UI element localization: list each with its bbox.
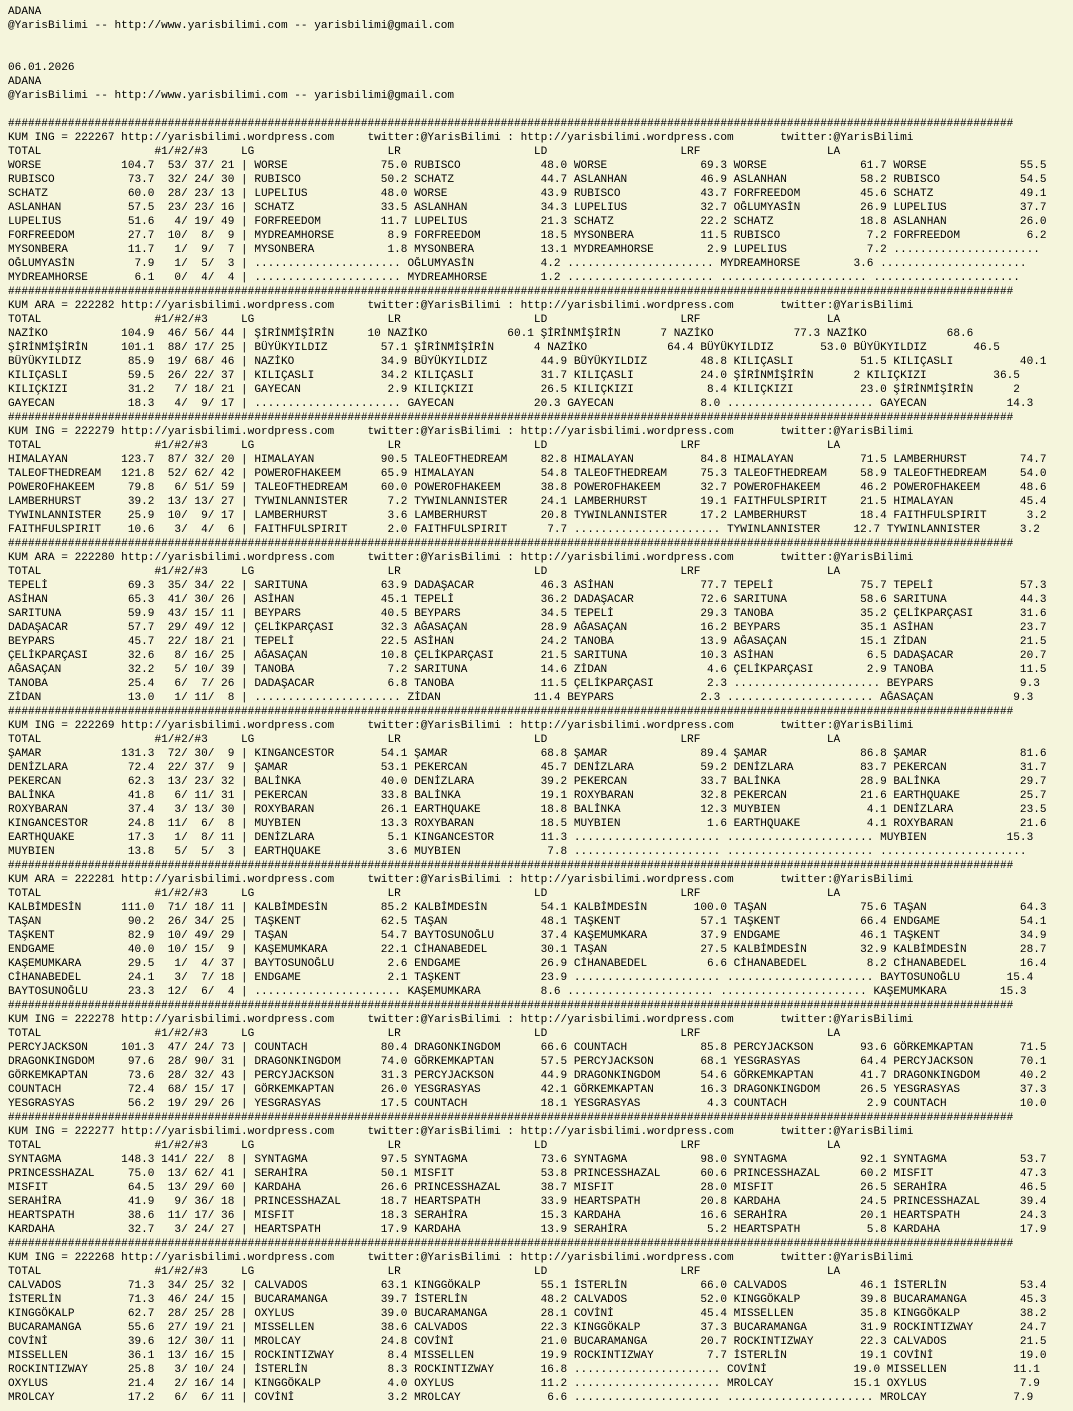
column-header: TOTAL #1/#2/#3 LG LR LD LRF LA <box>8 440 841 452</box>
table-row: ENDGAME 40.0 10/ 15/ 9 | KAŞEMUMKARA 22.1 CİHANABEDEL 30.1 TAŞAN 27.5 KALBİMDESİN 32.9 KALBİMDESİN 28.7 <box>8 944 1047 956</box>
column-header: TOTAL #1/#2/#3 LG LR LD LRF LA <box>8 1266 841 1278</box>
table-row: EARTHQUAKE 17.3 1/ 8/ 11 | DENİZLARA 5.1 KINGANCESTOR 11.3 ...................... ...................... MUYBIEN 15.3 <box>8 832 1034 844</box>
table-row: TAŞAN 90.2 26/ 34/ 25 | TAŞKENT 62.5 TAŞAN 48.1 TAŞKENT 57.1 TAŞKENT 66.4 ENDGAME 54.1 <box>8 916 1047 928</box>
table-row: TEPELİ 69.3 35/ 34/ 22 | SARITUNA 63.9 DADAŞACAR 46.3 ASİHAN 77.7 TEPELİ 75.7 TEPELİ 57.3 <box>8 580 1047 592</box>
page-header-line: ADANA <box>8 6 42 18</box>
section-divider: ####################################################################################################################################################### <box>8 118 1014 130</box>
table-row: ASİHAN 65.3 41/ 30/ 26 | ASİHAN 45.1 TEPELİ 36.2 DADAŞACAR 72.6 SARITUNA 58.6 SARITUNA 44.3 <box>8 594 1047 606</box>
table-row: GÖRKEMKAPTAN 73.6 28/ 32/ 43 | PERCYJACKSON 31.3 PERCYJACKSON 44.9 DRAGONKINGDOM 54.6 GÖRKEMKAPTAN 41.7 DRAGONKINGDOM 40.2 <box>8 1070 1047 1082</box>
table-row: KAŞEMUMKARA 29.5 1/ 4/ 37 | BAYTOSUNOĞLU 2.6 ENDGAME 26.9 CİHANABEDEL 6.6 CİHANABEDEL 8.2 CİHANABEDEL 16.4 <box>8 958 1047 970</box>
column-header: TOTAL #1/#2/#3 LG LR LD LRF LA <box>8 888 841 900</box>
table-row: SYNTAGMA 148.3 141/ 22/ 8 | SYNTAGMA 97.5 SYNTAGMA 73.6 SYNTAGMA 98.0 SYNTAGMA 92.1 SYNTAGMA 53.7 <box>8 1154 1047 1166</box>
blank-line <box>8 33 1073 47</box>
section-divider: ####################################################################################################################################################### <box>8 412 1014 424</box>
table-row: MYDREAMHORSE 6.1 0/ 4/ 4 | ...................... MYDREAMHORSE 1.2 ...................... ...................... ...................... <box>8 272 1020 284</box>
section-divider: ####################################################################################################################################################### <box>8 1238 1014 1250</box>
table-row: NAZİKO 104.9 46/ 56/ 44 | ŞİRİNMİŞİRİN 10 NAZİKO 60.1 ŞİRİNMİŞİRİN 7 NAZİKO 77.3 NAZİKO 68.6 <box>8 328 974 340</box>
page-header-line: 06.01.2026 <box>8 62 75 74</box>
table-row: COUNTACH 72.4 68/ 15/ 17 | GÖRKEMKAPTAN 26.0 YESGRASYAS 42.1 GÖRKEMKAPTAN 16.3 DRAGONKINGDOM 26.5 YESGRASYAS 37.3 <box>8 1084 1047 1096</box>
section-divider: ####################################################################################################################################################### <box>8 860 1014 872</box>
race-header: KUM ING = 222279 http://yarisbilimi.wordpress.com twitter:@YarisBilimi : http://yarisbilimi.wordpress.com twitter:@YarisBilimi <box>8 426 914 438</box>
table-row: TALEOFTHEDREAM 121.8 52/ 62/ 42 | POWEROFHAKEEM 65.9 HIMALAYAN 54.8 TALEOFTHEDREAM 75.3 TALEOFTHEDREAM 58.9 TALEOFTHEDREAM 54.0 <box>8 468 1047 480</box>
table-row: YESGRASYAS 56.2 19/ 29/ 26 | YESGRASYAS 17.5 COUNTACH 18.1 YESGRASYAS 4.3 COUNTACH 2.9 COUNTACH 10.0 <box>8 1098 1047 1110</box>
race-header: KUM ARA = 222281 http://yarisbilimi.wordpress.com twitter:@YarisBilimi : http://yarisbilimi.wordpress.com twitter:@YarisBilimi <box>8 874 914 886</box>
table-row: MISSELLEN 36.1 13/ 16/ 15 | ROCKINTIZWAY 8.4 MISSELLEN 19.9 ROCKINTIZWAY 7.7 İSTERLİN 19.1 COVİNİ 19.0 <box>8 1350 1047 1362</box>
table-row: OXYLUS 21.4 2/ 16/ 14 | KINGGÖKALP 4.0 OXYLUS 11.2 ...................... MROLCAY 15.1 OXYLUS 7.9 <box>8 1378 1040 1390</box>
table-row: MISFIT 64.5 13/ 29/ 60 | KARDAHA 26.6 PRINCESSHAZAL 38.7 MISFIT 28.0 MISFIT 26.5 SERAHİRA 46.5 <box>8 1182 1047 1194</box>
table-row: ŞAMAR 131.3 72/ 30/ 9 | KINGANCESTOR 54.1 ŞAMAR 68.8 ŞAMAR 89.4 ŞAMAR 86.8 ŞAMAR 81.6 <box>8 748 1047 760</box>
column-header: TOTAL #1/#2/#3 LG LR LD LRF LA <box>8 146 841 158</box>
table-row: KILIÇASLI 59.5 26/ 22/ 37 | KILIÇASLI 34.2 KILIÇASLI 31.7 KILIÇASLI 24.0 ŞİRİNMİŞİRİN 2 KILIÇKIZI 36.5 <box>8 370 1020 382</box>
race-header: KUM ARA = 222280 http://yarisbilimi.wordpress.com twitter:@YarisBilimi : http://yarisbilimi.wordpress.com twitter:@YarisBilimi <box>8 552 914 564</box>
table-row: ÇELİKPARÇASI 32.6 8/ 16/ 25 | AĞASAÇAN 10.8 ÇELİKPARÇASI 21.5 SARITUNA 10.3 ASİHAN 6.5 DADAŞACAR 20.7 <box>8 650 1047 662</box>
table-row: BUCARAMANGA 55.6 27/ 19/ 21 | MISSELLEN 38.6 CALVADOS 22.3 KINGGÖKALP 37.3 BUCARAMANGA 31.9 ROCKINTIZWAY 24.7 <box>8 1322 1047 1334</box>
table-row: COVİNİ 39.6 12/ 30/ 11 | MROLCAY 24.8 COVİNİ 21.0 BUCARAMANGA 20.7 ROCKINTIZWAY 22.3 CALVADOS 21.5 <box>8 1336 1047 1348</box>
table-row: SCHATZ 60.0 28/ 23/ 13 | LUPELIUS 48.0 WORSE 43.9 RUBISCO 43.7 FORFREEDOM 45.6 SCHATZ 49.1 <box>8 188 1047 200</box>
table-row: DRAGONKINGDOM 97.6 28/ 90/ 31 | DRAGONKINGDOM 74.0 GÖRKEMKAPTAN 57.5 PERCYJACKSON 68.1 YESGRASYAS 64.4 PERCYJACKSON 70.1 <box>8 1056 1047 1068</box>
column-header: TOTAL #1/#2/#3 LG LR LD LRF LA <box>8 566 841 578</box>
page-header-line: @YarisBilimi -- http://www.yarisbilimi.com -- yarisbilimi@gmail.com <box>8 90 455 102</box>
race-header: KUM ING = 222268 http://yarisbilimi.wordpress.com twitter:@YarisBilimi : http://yarisbilimi.wordpress.com twitter:@YarisBilimi <box>8 1252 914 1264</box>
table-row: MROLCAY 17.2 6/ 6/ 11 | COVİNİ 3.2 MROLCAY 6.6 ...................... ...................... MROLCAY 7.9 <box>8 1392 1034 1404</box>
table-row: HEARTSPATH 38.6 11/ 17/ 36 | MISFIT 18.3 SERAHİRA 15.3 KARDAHA 16.6 SERAHİRA 20.1 HEARTSPATH 24.3 <box>8 1210 1047 1222</box>
table-row: BÜYÜKYILDIZ 85.9 19/ 68/ 46 | NAZİKO 34.9 BÜYÜKYILDIZ 44.9 BÜYÜKYILDIZ 48.8 KILIÇASLI 51.5 KILIÇASLI 40.1 <box>8 356 1047 368</box>
table-row: SERAHİRA 41.9 9/ 36/ 18 | PRINCESSHAZAL 18.7 HEARTSPATH 33.9 HEARTSPATH 20.8 KARDAHA 24.5 PRINCESSHAZAL 39.4 <box>8 1196 1047 1208</box>
blank-line <box>8 103 1073 117</box>
table-row: ROCKINTIZWAY 25.8 3/ 10/ 24 | İSTERLİN 8.3 ROCKINTIZWAY 16.8 ...................... COVİNİ 19.0 MISSELLEN 11.1 <box>8 1364 1040 1376</box>
table-row: DADAŞACAR 57.7 29/ 49/ 12 | ÇELİKPARÇASI 32.3 AĞASAÇAN 28.9 AĞASAÇAN 16.2 BEYPARS 35.1 ASİHAN 23.7 <box>8 622 1047 634</box>
table-row: LAMBERHURST 39.2 13/ 13/ 27 | TYWINLANNISTER 7.2 TYWINLANNISTER 24.1 LAMBERHURST 19.1 FAITHFULSPIRIT 21.5 HIMALAYAN 45.4 <box>8 496 1047 508</box>
table-row: ASLANHAN 57.5 23/ 23/ 16 | SCHATZ 33.5 ASLANHAN 34.3 LUPELIUS 32.7 OĞLUMYASİN 26.9 LUPELIUS 37.7 <box>8 202 1047 214</box>
table-row: ŞİRİNMİŞİRİN 101.1 88/ 17/ 25 | BÜYÜKYILDIZ 57.1 ŞİRİNMİŞİRİN 4 NAZİKO 64.4 BÜYÜKYILDIZ 53.0 BÜYÜKYILDIZ 46.5 <box>8 342 1000 354</box>
table-row: PRINCESSHAZAL 75.0 13/ 62/ 41 | SERAHİRA 50.1 MISFIT 53.8 PRINCESSHAZAL 60.6 PRINCESSHAZAL 60.2 MISFIT 47.3 <box>8 1168 1047 1180</box>
table-row: KALBİMDESİN 111.0 71/ 18/ 11 | KALBİMDESİN 85.2 KALBİMDESİN 54.1 KALBİMDESİN 100.0 TAŞAN 75.6 TAŞAN 64.3 <box>8 902 1047 914</box>
table-row: HIMALAYAN 123.7 87/ 32/ 20 | HIMALAYAN 90.5 TALEOFTHEDREAM 82.8 HIMALAYAN 84.8 HIMALAYAN 71.5 LAMBERHURST 74.7 <box>8 454 1047 466</box>
table-row: CALVADOS 71.3 34/ 25/ 32 | CALVADOS 63.1 KINGGÖKALP 55.1 İSTERLİN 66.0 CALVADOS 46.1 İSTERLİN 53.4 <box>8 1280 1047 1292</box>
table-row: BALİNKA 41.8 6/ 11/ 31 | PEKERCAN 33.8 BALİNKA 19.1 ROXYBARAN 32.8 PEKERCAN 21.6 EARTHQUAKE 25.7 <box>8 790 1047 802</box>
section-divider: ####################################################################################################################################################### <box>8 706 1014 718</box>
race-header: KUM ING = 222269 http://yarisbilimi.wordpress.com twitter:@YarisBilimi : http://yarisbilimi.wordpress.com twitter:@YarisBilimi <box>8 720 914 732</box>
section-divider: ####################################################################################################################################################### <box>8 286 1014 298</box>
column-header: TOTAL #1/#2/#3 LG LR LD LRF LA <box>8 734 841 746</box>
table-row: KINGANCESTOR 24.8 11/ 6/ 8 | MUYBIEN 13.3 ROXYBARAN 18.5 MUYBIEN 1.6 EARTHQUAKE 4.1 ROXYBARAN 21.6 <box>8 818 1047 830</box>
table-row: BAYTOSUNOĞLU 23.3 12/ 6/ 4 | ...................... KAŞEMUMKARA 8.6 ...................... ...................... KAŞEMUMKARA 15.3 <box>8 986 1027 998</box>
table-row: İSTERLİN 71.3 46/ 24/ 15 | BUCARAMANGA 39.7 İSTERLİN 48.2 CALVADOS 52.0 KINGGÖKALP 39.8 BUCARAMANGA 45.3 <box>8 1294 1047 1306</box>
race-header: KUM ING = 222278 http://yarisbilimi.wordpress.com twitter:@YarisBilimi : http://yarisbilimi.wordpress.com twitter:@YarisBilimi <box>8 1014 914 1026</box>
table-row: LUPELIUS 51.6 4/ 19/ 49 | FORFREEDOM 11.7 LUPELIUS 21.3 SCHATZ 22.2 SCHATZ 18.8 ASLANHAN 26.0 <box>8 216 1047 228</box>
table-row: KILIÇKIZI 31.2 7/ 18/ 21 | GAYECAN 2.9 KILIÇKIZI 26.5 KILIÇKIZI 8.4 KILIÇKIZI 23.0 ŞİRİNMİŞİRİN 2 <box>8 384 1020 396</box>
table-row: WORSE 104.7 53/ 37/ 21 | WORSE 75.0 RUBISCO 48.0 WORSE 69.3 WORSE 61.7 WORSE 55.5 <box>8 160 1047 172</box>
section-divider: ####################################################################################################################################################### <box>8 1000 1014 1012</box>
table-row: OĞLUMYASİN 7.9 1/ 5/ 3 | ...................... OĞLUMYASİN 4.2 ...................... MYDREAMHORSE 3.6 ...................... <box>8 258 1027 270</box>
table-row: TAŞKENT 82.9 10/ 49/ 29 | TAŞAN 54.7 BAYTOSUNOĞLU 37.4 KAŞEMUMKARA 37.9 ENDGAME 46.1 TAŞKENT 34.9 <box>8 930 1047 942</box>
table-row: TANOBA 25.4 6/ 7/ 26 | DADAŞACAR 6.8 TANOBA 11.5 ÇELİKPARÇASI 2.3 ...................... BEYPARS 9.3 <box>8 678 1040 690</box>
table-row: KINGGÖKALP 62.7 28/ 25/ 28 | OXYLUS 39.0 BUCARAMANGA 28.1 COVİNİ 45.4 MISSELLEN 35.8 KINGGÖKALP 38.2 <box>8 1308 1047 1320</box>
table-row: PEKERCAN 62.3 13/ 23/ 32 | BALİNKA 40.0 DENİZLARA 39.2 PEKERCAN 33.7 BALİNKA 28.9 BALİNKA 29.7 <box>8 776 1047 788</box>
table-row: FORFREEDOM 27.7 10/ 8/ 9 | MYDREAMHORSE 8.9 FORFREEDOM 18.5 MYSONBERA 11.5 RUBISCO 7.2 FORFREEDOM 6.2 <box>8 230 1047 242</box>
table-row: POWEROFHAKEEM 79.8 6/ 51/ 59 | TALEOFTHEDREAM 60.0 POWEROFHAKEEM 38.8 POWEROFHAKEEM 32.7 POWEROFHAKEEM 46.2 POWEROFHAKEEM 48.6 <box>8 482 1047 494</box>
column-header: TOTAL #1/#2/#3 LG LR LD LRF LA <box>8 1028 841 1040</box>
table-row: CİHANABEDEL 24.1 3/ 7/ 18 | ENDGAME 2.1 TAŞKENT 23.9 ...................... ...................... BAYTOSUNOĞLU 15.4 <box>8 972 1034 984</box>
table-row: ROXYBARAN 37.4 3/ 13/ 30 | ROXYBARAN 26.1 EARTHQUAKE 18.8 BALİNKA 12.3 MUYBIEN 4.1 DENİZLARA 23.5 <box>8 804 1047 816</box>
table-row: SARITUNA 59.9 43/ 15/ 11 | BEYPARS 40.5 BEYPARS 34.5 TEPELİ 29.3 TANOBA 35.2 ÇELİKPARÇASI 31.6 <box>8 608 1047 620</box>
table-row: MUYBIEN 13.8 5/ 5/ 3 | EARTHQUAKE 3.6 MUYBIEN 7.8 ...................... ...................... ...................... <box>8 846 1027 858</box>
table-row: RUBISCO 73.7 32/ 24/ 30 | RUBISCO 50.2 SCHATZ 44.7 ASLANHAN 46.9 ASLANHAN 58.2 RUBISCO 54.5 <box>8 174 1047 186</box>
table-row: FAITHFULSPIRIT 10.6 3/ 4/ 6 | FAITHFULSPIRIT 2.0 FAITHFULSPIRIT 7.7 ...................... TYWINLANNISTER 12.7 TYWINLANNISTER 3.2 <box>8 524 1040 536</box>
race-header: KUM ING = 222267 http://yarisbilimi.wordpress.com twitter:@YarisBilimi : http://yarisbilimi.wordpress.com twitter:@YarisBilimi <box>8 132 914 144</box>
table-row: MYSONBERA 11.7 1/ 9/ 7 | MYSONBERA 1.8 MYSONBERA 13.1 MYDREAMHORSE 2.9 LUPELIUS 7.2 ...................... <box>8 244 1040 256</box>
page-header-line: ADANA <box>8 76 42 88</box>
column-header: TOTAL #1/#2/#3 LG LR LD LRF LA <box>8 1140 841 1152</box>
table-row: TYWINLANNISTER 25.9 10/ 9/ 17 | LAMBERHURST 3.6 LAMBERHURST 20.8 TYWINLANNISTER 17.2 LAMBERHURST 18.4 FAITHFULSPIRIT 3.2 <box>8 510 1047 522</box>
table-row: BEYPARS 45.7 22/ 18/ 21 | TEPELİ 22.5 ASİHAN 24.2 TANOBA 13.9 AĞASAÇAN 15.1 ZİDAN 21.5 <box>8 636 1047 648</box>
blank-line <box>8 47 1073 61</box>
column-header: TOTAL #1/#2/#3 LG LR LD LRF LA <box>8 314 841 326</box>
table-row: ZİDAN 13.0 1/ 11/ 8 | ...................... ZİDAN 11.4 BEYPARS 2.3 ...................... AĞASAÇAN 9.3 <box>8 692 1034 704</box>
race-header: KUM ING = 222277 http://yarisbilimi.wordpress.com twitter:@YarisBilimi : http://yarisbilimi.wordpress.com twitter:@YarisBilimi <box>8 1126 914 1138</box>
table-row: KARDAHA 32.7 3/ 24/ 27 | HEARTSPATH 17.9 KARDAHA 13.9 SERAHİRA 5.2 HEARTSPATH 5.8 KARDAHA 17.9 <box>8 1224 1047 1236</box>
table-row: AĞASAÇAN 32.2 5/ 10/ 39 | TANOBA 7.2 SARITUNA 14.6 ZİDAN 4.6 ÇELİKPARÇASI 2.9 TANOBA 11.5 <box>8 664 1047 676</box>
race-header: KUM ARA = 222282 http://yarisbilimi.wordpress.com twitter:@YarisBilimi : http://yarisbilimi.wordpress.com twitter:@YarisBilimi <box>8 300 914 312</box>
page-header-line: @YarisBilimi -- http://www.yarisbilimi.com -- yarisbilimi@gmail.com <box>8 20 455 32</box>
section-divider: ####################################################################################################################################################### <box>8 1112 1014 1124</box>
section-divider: ####################################################################################################################################################### <box>8 538 1014 550</box>
table-row: PERCYJACKSON 101.3 47/ 24/ 73 | COUNTACH 80.4 DRAGONKINGDOM 66.6 COUNTACH 85.8 PERCYJACKSON 93.6 GÖRKEMKAPTAN 71.5 <box>8 1042 1047 1054</box>
table-row: DENİZLARA 72.4 22/ 37/ 9 | ŞAMAR 53.1 PEKERCAN 45.7 DENİZLARA 59.2 DENİZLARA 83.7 PEKERCAN 31.7 <box>8 762 1047 774</box>
table-row: GAYECAN 18.3 4/ 9/ 17 | ...................... GAYECAN 20.3 GAYECAN 8.0 ...................... GAYECAN 14.3 <box>8 398 1034 410</box>
